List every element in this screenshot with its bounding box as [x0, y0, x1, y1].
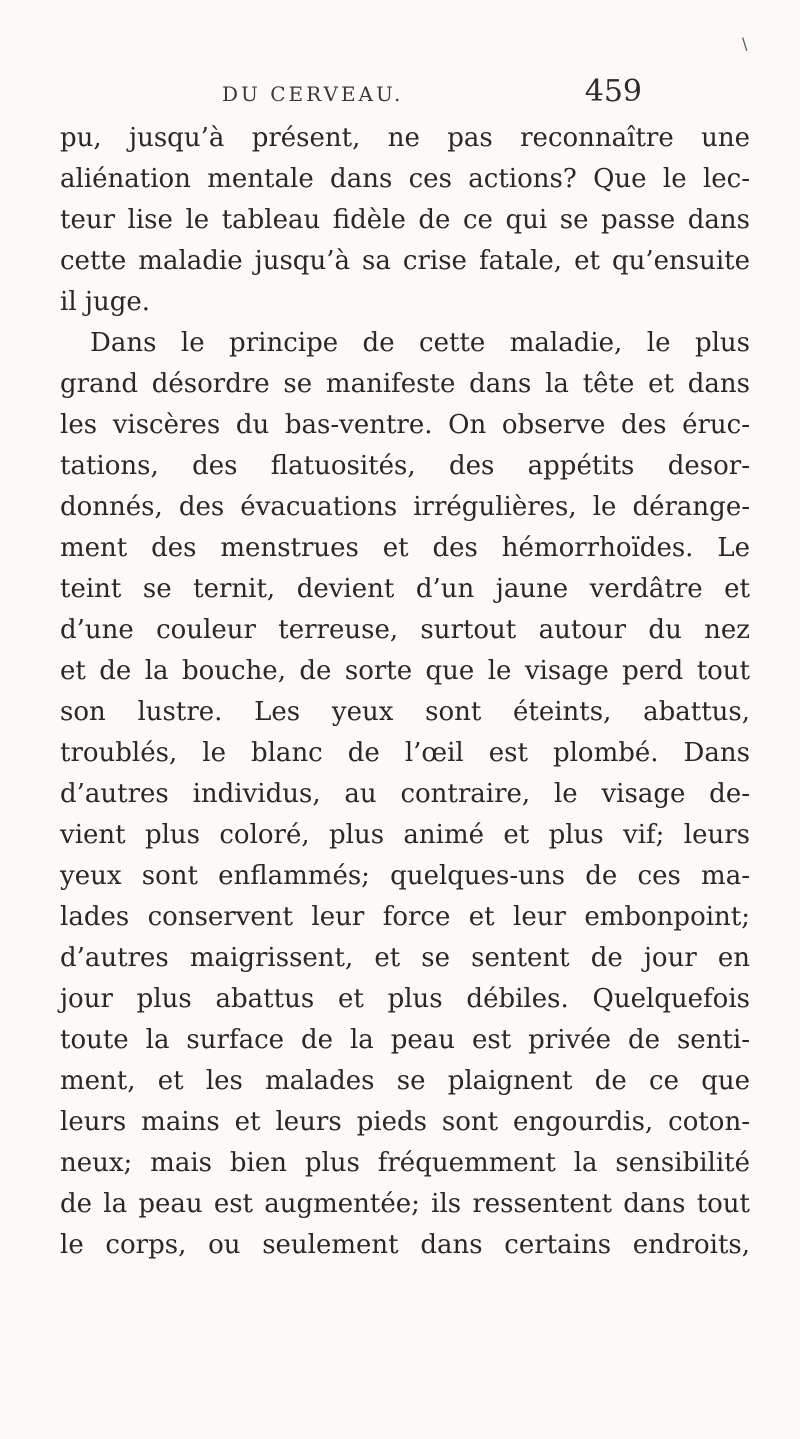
- text-line: leurs mains et leurs pieds sont engourdis, coton-: [60, 1107, 750, 1137]
- text-line: donnés, des évacuations irrégulières, le dérange-: [60, 492, 750, 522]
- text-line: les viscères du bas-ventre. On observe des éruc-: [60, 410, 750, 440]
- text-line: grand désordre se manifeste dans la tête et dans: [60, 369, 750, 399]
- text-line: jour plus abattus et plus débiles. Quelquefois: [60, 984, 750, 1014]
- text-line: toute la surface de la peau est privée de senti-: [60, 1025, 750, 1055]
- text-line: aliénation mentale dans ces actions? Que le lec-: [60, 164, 750, 194]
- text-line: et de la bouche, de sorte que le visage perd tout: [60, 656, 750, 686]
- body-text: [60, 118, 750, 1266]
- text-line: teur lise le tableau fidèle de ce qui se passe dans: [60, 205, 750, 235]
- text-line: il juge.: [60, 287, 150, 317]
- text-line: vient plus coloré, plus animé et plus vif; leurs: [60, 820, 750, 850]
- page-number: 459: [584, 74, 642, 109]
- text-line: tations, des flatuosités, des appétits desor-: [60, 451, 750, 481]
- text-line: troublés, le blanc de l’œil est plombé. Dans: [60, 738, 750, 768]
- text-line: de la peau est augmentée; ils ressentent dans tout: [60, 1189, 750, 1219]
- stray-mark: \: [742, 34, 748, 53]
- text-line: Dans le principe de cette maladie, le plus: [90, 328, 750, 358]
- text-line: ment des menstrues et des hémorrhoïdes. Le: [60, 533, 750, 563]
- text-line: d’autres maigrissent, et se sentent de jour en: [60, 943, 750, 973]
- page-header: [222, 74, 642, 124]
- text-line: yeux sont enflammés; quelques-uns de ces ma-: [60, 861, 750, 891]
- text-line: lades conservent leur force et leur embonpoint;: [60, 902, 750, 932]
- text-line: teint se ternit, devient d’un jaune verdâtre et: [60, 574, 750, 604]
- text-line: ment, et les malades se plaignent de ce que: [60, 1066, 750, 1096]
- text-line: son lustre. Les yeux sont éteints, abattus,: [60, 697, 750, 727]
- text-line: le corps, ou seulement dans certains endroits,: [60, 1230, 750, 1260]
- paragraph-2: [60, 323, 750, 1266]
- paragraph-1: [60, 118, 750, 323]
- text-line: neux; mais bien plus fréquemment la sensibilité: [60, 1148, 750, 1178]
- text-line: pu, jusqu’à présent, ne pas reconnaître une: [60, 123, 750, 153]
- text-line: d’autres individus, au contraire, le visage de-: [60, 779, 750, 809]
- text-line: d’une couleur terreuse, surtout autour du nez: [60, 615, 750, 645]
- text-line: cette maladie jusqu’à sa crise fatale, et qu’ensuite: [60, 246, 750, 276]
- running-head: DU CERVEAU.: [222, 82, 404, 106]
